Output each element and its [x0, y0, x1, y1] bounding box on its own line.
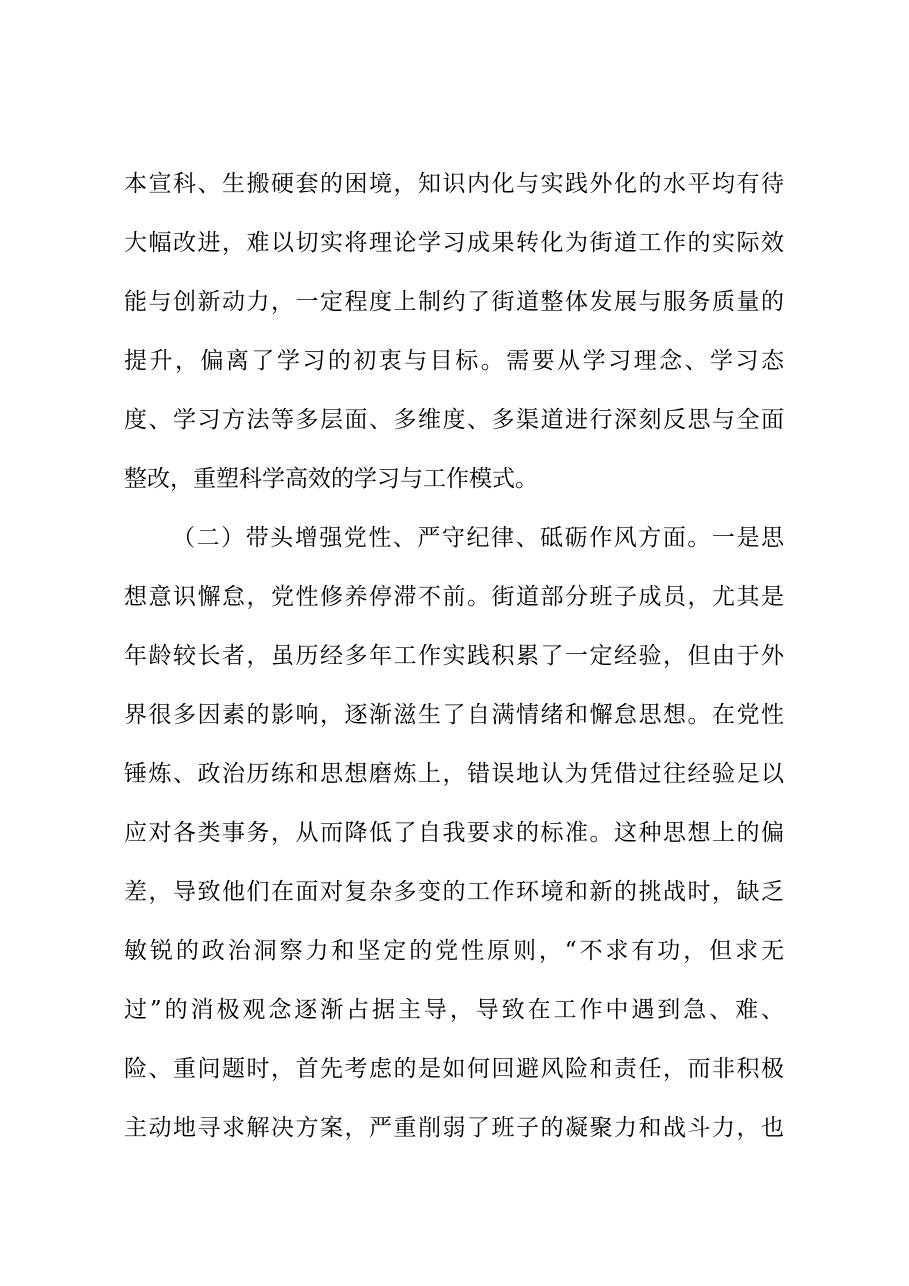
text-line: 敏锐的政治洞察力和坚定的党性原则，“不求有功，但求无: [124, 938, 784, 964]
text-line: 差，导致他们在面对复杂多变的工作环境和新的挑战时，缺乏: [124, 879, 784, 905]
text-line: 想意识懈怠，党性修养停滞不前。街道部分班子成员，尤其是: [124, 584, 784, 610]
text-line: 提升，偏离了学习的初衷与目标。需要从学习理念、学习态: [124, 348, 784, 374]
text-line: 锤炼、政治历练和思想磨炼上，错误地认为凭借过往经验足以: [124, 761, 784, 787]
text-line: 应对各类事务，从而降低了自我要求的标准。这种思想上的偏: [124, 820, 784, 846]
text-line: 年龄较长者，虽历经多年工作实践积累了一定经验，但由于外: [124, 643, 784, 669]
text-line: 整改，重塑科学高效的学习与工作模式。: [124, 466, 538, 492]
text-line: 本宣科、生搬硬套的困境，知识内化与实践外化的水平均有待: [124, 171, 784, 197]
text-line: 险、重问题时，首先考虑的是如何回避风险和责任，而非积极: [124, 1056, 784, 1082]
text-line: 能与创新动力，一定程度上制约了街道整体发展与服务质量的: [124, 289, 784, 315]
text-line: 度、学习方法等多层面、多维度、多渠道进行深刻反思与全面: [124, 407, 784, 433]
text-line: 主动地寻求解决方案，严重削弱了班子的凝聚力和战斗力，也: [124, 1115, 784, 1141]
text-line: 过”的消极观念逐渐占据主导，导致在工作中遇到急、难、: [124, 997, 784, 1023]
text-line: 界很多因素的影响，逐渐滋生了自满情绪和懈怠思想。在党性: [124, 702, 784, 728]
text-line: 大幅改进，难以切实将理论学习成果转化为街道工作的实际效: [124, 230, 784, 256]
section-heading-line: （二）带头增强党性、严守纪律、砥砺作风方面。一是思: [172, 525, 784, 551]
